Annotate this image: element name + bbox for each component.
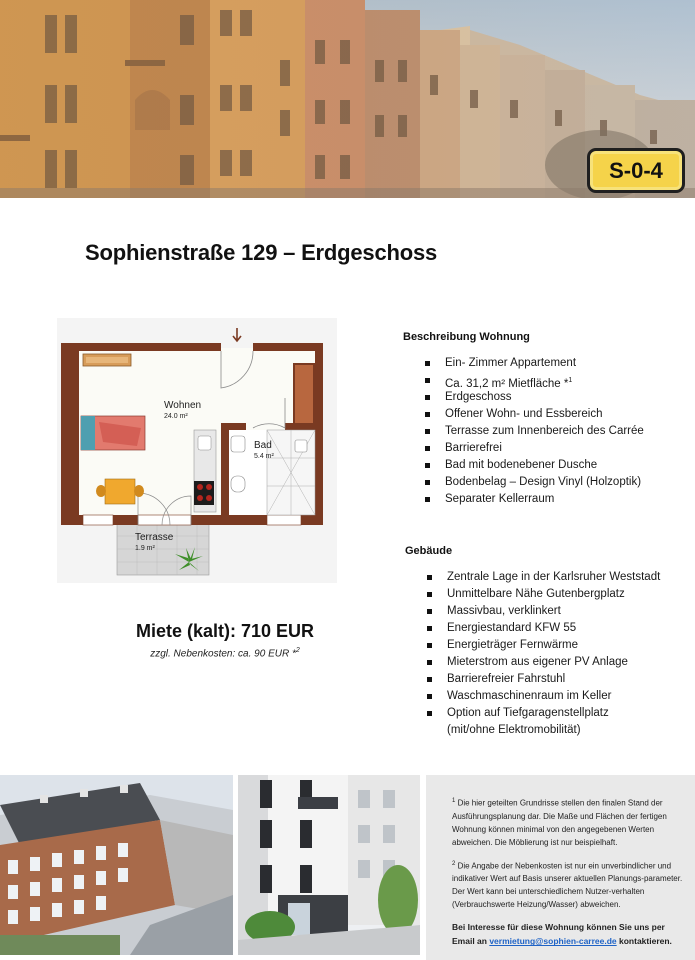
list-item: Option auf Tiefgaragenstellplatz [427, 705, 660, 722]
room-label-terrasse [135, 532, 173, 554]
page-title: Sophienstraße 129 – Erdgeschoss [85, 240, 438, 265]
footnotes-box [426, 775, 695, 960]
room-area: 24.0 m² [164, 413, 188, 420]
footnote-mark: 2 [452, 860, 456, 867]
building-render-aerial [0, 775, 233, 955]
list-item [425, 372, 644, 389]
contact-email-link[interactable]: vermietung@sophien-carree.de [489, 936, 617, 947]
room-name: Wohnen [164, 400, 202, 411]
footnote-2 [452, 858, 685, 912]
rent-extra-costs [90, 647, 360, 659]
footnote-text: Die hier geteilten Grundrisse stellen den finalen Stand der Ausführungsplanung dar. Die Maße und Flächen der fertigen Wohnung können minimal von den angegebenen Werten abweichen. Die Möblierung ist nur beispielhaft. [452, 798, 667, 847]
building-render-street [238, 775, 420, 955]
list-item: Energieträger Fernwärme [427, 637, 660, 654]
list-item: Erdgeschoss [425, 389, 644, 406]
contact-text: Bei Interesse für diese Wohnung können Sie uns per Email an [452, 922, 665, 947]
room-label-wohnen [164, 400, 201, 422]
room-label-bad [254, 440, 274, 462]
footnote-mark: 1 [452, 798, 456, 804]
list-item: Bad mit bodenebener Dusche [425, 457, 644, 474]
list-item: Unmittelbare Nähe Gutenbergplatz [427, 586, 660, 603]
apartment-heading: Beschreibung Wohnung [403, 331, 530, 343]
list-item: Ein- Zimmer Appartement [425, 355, 644, 372]
list-item: Zentrale Lage in der Karlsruher Weststadt [427, 569, 660, 586]
footnote-1 [452, 795, 685, 849]
list-item: Waschmaschinenraum im Keller [427, 688, 660, 705]
room-area: 1.9 m² [135, 545, 155, 552]
list-item: Separater Kellerraum [425, 491, 644, 508]
building-heading: Gebäude [405, 545, 453, 557]
room-name: Bad [254, 440, 272, 451]
list-item: Energiestandard KFW 55 [427, 620, 660, 637]
floor-plan-drawing [57, 318, 337, 588]
room-name: Terrasse [135, 532, 174, 543]
room-area: 5.4 m² [254, 453, 274, 460]
list-item: Barrierefreier Fahrstuhl [427, 671, 660, 688]
list-item: Terrasse zum Innenbereich des Carrée [425, 423, 644, 440]
footnote-mark: 2 [295, 647, 300, 654]
rent-price: Miete (kalt): 710 EUR [135, 621, 315, 641]
list-item: Offener Wohn- und Essbereich [425, 406, 644, 423]
footnote-text: Die Angabe der Nebenkosten ist nur ein unverbindlicher und indikativer Wert auf Basis unserer aktuellen Planungs-parameter. Der Wert kann bei unterschiedlichem Nutzer-verhalten (Verbrauchswerte Heizung/Wasser) abweichen. [452, 861, 683, 910]
aerial-render-illustration [0, 775, 233, 955]
list-item-continuation: (mit/ohne Elektromobilität) [447, 724, 581, 736]
list-item: Mieterstrom aus eigener PV Anlage [427, 654, 660, 671]
extra-costs-text: zzgl. Nebenkosten: ca. 90 EUR * [150, 648, 296, 660]
list-item: Bodenbelag – Design Vinyl (Holzoptik) [425, 474, 644, 491]
apartment-features [425, 355, 644, 508]
list-item: Massivbau, verklinkert [427, 603, 660, 620]
unit-badge: S-0-4 [587, 148, 685, 193]
contact-note [452, 920, 685, 948]
footnote-mark: 1 [568, 377, 573, 384]
floor-plan [57, 318, 337, 588]
street-render-illustration [238, 775, 420, 955]
list-item: Barrierefrei [425, 440, 644, 457]
hero-photo [0, 0, 695, 198]
building-features [427, 569, 660, 739]
contact-text-end: kontaktieren. [616, 936, 672, 947]
list-item-text: Ca. 31,2 m² Mietfläche * [445, 377, 569, 390]
